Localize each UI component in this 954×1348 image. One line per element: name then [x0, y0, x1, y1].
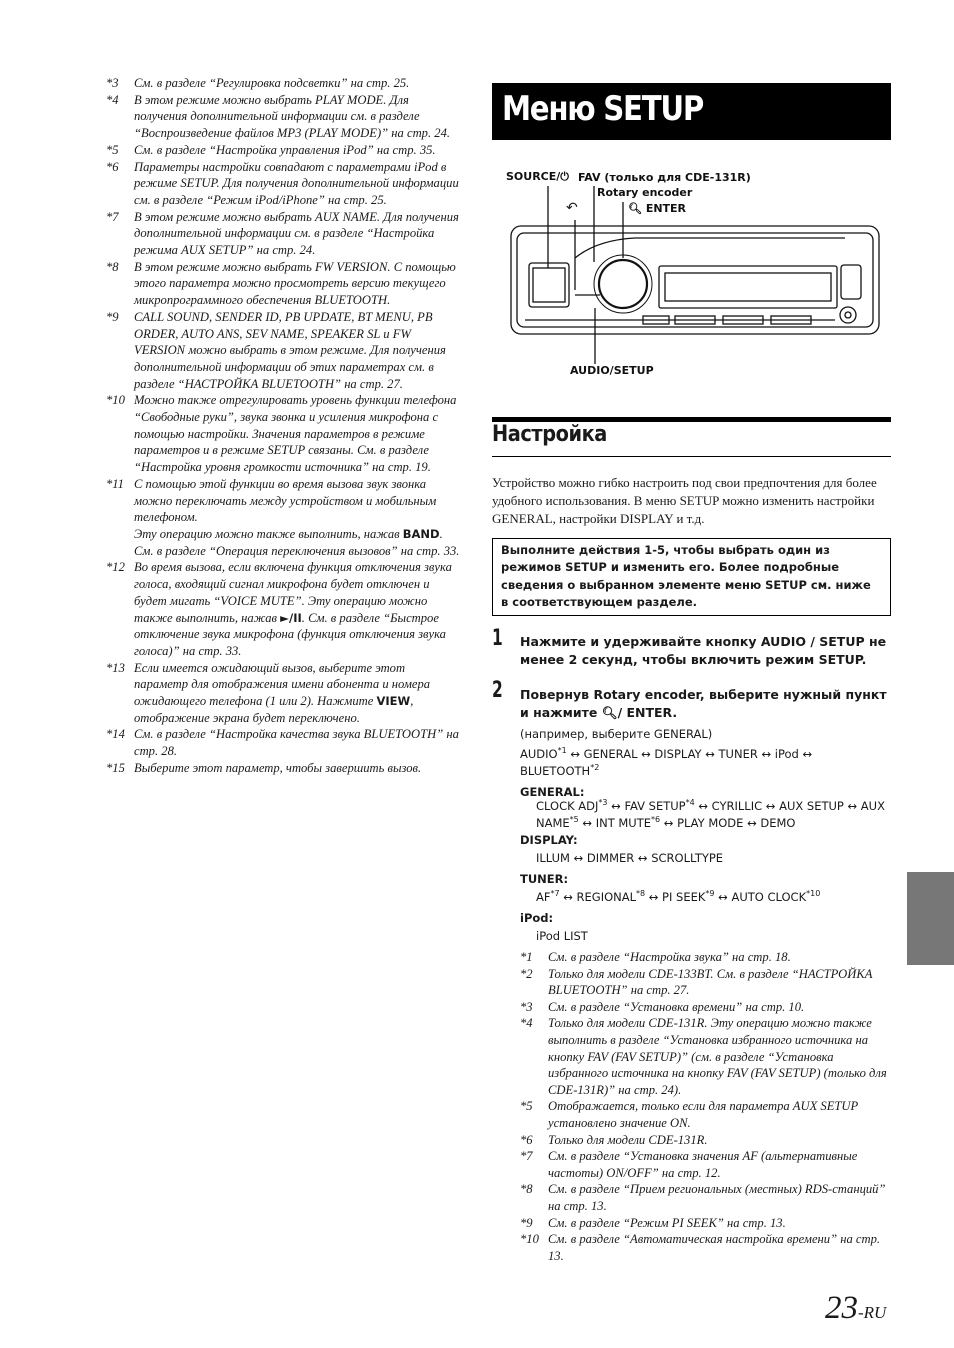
- display-label: DISPLAY:: [520, 833, 578, 847]
- note: *11 С помощью этой функции во время вызова звук звонка можно переключать между устройством и мобильным телефоном. Эту операцию можно также выполнить, нажав BAND. См. в разделе “Операция переключения вызовов” на стр. 33.: [106, 476, 460, 558]
- power-icon: ⏻: [560, 170, 569, 183]
- note: *6 Параметры настройки совпадают с параметрами iPod в режиме SETUP. Для получения дополнительной информации см. в разделе “Режим iPod/iPhone” на стр. 25.: [106, 159, 459, 207]
- note: *9 CALL SOUND, SENDER ID, PB UPDATE, BT MENU, PB ORDER, AUTO ANS, SEV NAME, SPEAKER SL и FW VERSION можно выбрать в этом режиме. Для получения дополнительной информации об этих параметрах см. в разделе “НАСТРОЙКА BLUETOOTH” на стр. 27.: [106, 309, 446, 391]
- step-1-text: Нажмите и удерживайте кнопку AUDIO / SETUP не менее 2 секунд, чтобы включить режим SETUP.: [520, 634, 887, 667]
- ipod-label: iPod:: [520, 911, 554, 925]
- note: *10 Можно также отрегулировать уровень функции телефона “Свободные руки”, звука звонка и усиления микрофона с помощью настройки. Значения параметров в режиме параметров и в режиме SETUP связаны. См. в разделе “Настройка уровня громкости источника” на стр. 19.: [106, 393, 457, 475]
- page-title: Меню SETUP: [502, 89, 703, 129]
- step-1-number: 1: [492, 626, 503, 651]
- note: *12 Во время вызова, если включена функция отключения звука голоса, входящий сигнал микрофона будет отключен и будет мигать “VOICE MUTE”. Эту операцию можно также выполнить, нажав ►/II. См. в разделе “Быстрое отключение звука микрофона (функция отключения звука голоса)” на стр. 33.: [106, 560, 452, 658]
- search-icon: 🔍︎: [601, 705, 618, 720]
- note: *8 В этом режиме можно выбрать FW VERSION. С помощью этого параметра можно просмотреть версию текущего микропрограммного обеспечения BLUETOOTH.: [106, 259, 456, 308]
- ipod-items: iPod LIST: [536, 929, 588, 943]
- note: *6 Только для модели CDE-131R.: [520, 1132, 708, 1147]
- example-text: (например, выберите GENERAL): [520, 727, 713, 741]
- rotary-encoder: [599, 260, 647, 308]
- menu-chain: AUDIO$^{*1}$ ↔ GENERAL ↔ DISPLAY ↔ TUNER ↔ iPod ↔ BLUETOOTH$^{*2}$: [520, 746, 813, 778]
- back-icon: ↶: [566, 201, 578, 216]
- step-2-text: Повернув Rotary encoder, выберите нужный пункт и нажмите 🔍︎/ ENTER.: [520, 687, 887, 720]
- note: *4 В этом режиме можно выбрать PLAY MODE. Для получения дополнительной информации см. в разделе “Воспроизведение файлов MP3 (PLAY MODE)” на стр. 24.: [106, 92, 451, 141]
- head-unit-diagram: [505, 180, 885, 370]
- rotary-encoder-label: Rotary encoder: [597, 186, 693, 199]
- general-items: CLOCK ADJ$^{*3}$ ↔ FAV SETUP$^{*4}$ ↔ CYRILLIC ↔ AUX SETUP ↔ AUX NAME$^{*5}$ ↔ INT MUTE$^{*6}$ ↔ PLAY MODE ↔ DEMO: [536, 798, 885, 830]
- display-window: [665, 273, 831, 301]
- display-items: ILLUM ↔ DIMMER ↔ SCROLLTYPE: [536, 851, 724, 865]
- left-footnotes: [106, 75, 462, 777]
- note: *15 Выберите этот параметр, чтобы завершить вызов.: [106, 760, 422, 775]
- source-label: SOURCE/⏻: [506, 170, 569, 183]
- instruction-box: [492, 538, 891, 616]
- unit-outer: [511, 226, 879, 334]
- note: *1 См. в разделе “Настройка звука” на стр. 18.: [520, 950, 791, 964]
- note: *3 См. в разделе “Регулировка подсветки” на стр. 25.: [106, 76, 410, 90]
- section-title: Настройка: [492, 422, 607, 447]
- note: *5 См. в разделе “Настройка управления iPod” на стр. 35.: [106, 142, 436, 157]
- enter-label: 🔍︎ ENTER: [628, 202, 687, 215]
- unit-inner: [517, 233, 873, 327]
- source-button: [533, 268, 565, 302]
- note: *2 Только для модели CDE-133BT. См. в разделе “НАСТРОЙКА BLUETOOTH” на стр. 27.: [520, 966, 873, 998]
- section-underline: [492, 456, 891, 457]
- note: *4 Только для модели CDE-131R. Эту операцию можно также выполнить в разделе “Установка избранного источника на кнопку FAV (FAV SETUP)” (см. в разделе “Установка избранного источника на кнопку FAV (FAV SETUP) (только для CDE-131R)” на стр. 24).: [520, 1016, 887, 1097]
- play-pause-key: ►/II: [280, 610, 302, 625]
- right-footnotes: [520, 949, 890, 1264]
- note: *3 См. в разделе “Установка времени” на стр. 10.: [520, 999, 805, 1014]
- instruction-text: Выполните действия 1-5, чтобы выбрать один из режимов SETUP и изменить его. Более подробные сведения о выбранном элементе меню SETUP см. ниже в соответствующем разделе.: [501, 543, 871, 609]
- audio-setup-label: AUDIO/SETUP: [570, 364, 654, 377]
- view-key: VIEW: [376, 694, 411, 709]
- band-key: BAND: [402, 526, 440, 541]
- tuner-label: TUNER:: [520, 872, 569, 886]
- search-icon: 🔍︎: [628, 202, 642, 215]
- note: *9 См. в разделе “Режим PI SEEK” на стр. 13.: [520, 1215, 786, 1230]
- note: *7 См. в разделе “Установка значения AF (альтернативные частоты) ON/OFF” на стр. 12.: [520, 1149, 858, 1180]
- tuner-items: AF$^{*7}$ ↔ REGIONAL$^{*8}$ ↔ PI SEEK$^{*9}$ ↔ AUTO CLOCK$^{*10}$: [536, 889, 821, 904]
- note: *10 См. в разделе “Автоматическая настройка времени” на стр. 13.: [520, 1232, 881, 1263]
- step-2-number: 2: [492, 678, 503, 703]
- aux-jack: [840, 307, 856, 323]
- note: *5 Отображается, только если для параметра AUX SETUP установлено значение ON.: [520, 1099, 858, 1130]
- note: *14 См. в разделе “Настройка качества звука BLUETOOTH” на стр. 28.: [106, 727, 459, 759]
- page-title-bar: [492, 83, 891, 140]
- usb-slot: [841, 265, 861, 299]
- faceplate-curve: [575, 238, 845, 258]
- intro-paragraph: Устройство можно гибко настроить под свои предпочтения для более удобного использования. В меню SETUP можно изменить настройки GENERAL, настройки DISPLAY и т.д.: [492, 475, 877, 526]
- page-number: 23-RU: [825, 1290, 887, 1326]
- general-label: GENERAL:: [520, 785, 585, 799]
- note: *13 Если имеется ожидающий вызов, выберите этот параметр для отображения имени абонента и номера ожидающего телефона (1 или 2). Нажмите VIEW, отображение экрана будет переключено.: [106, 660, 431, 725]
- fav-label: FAV (только для CDE-131R): [578, 171, 751, 184]
- note: *8 См. в разделе “Прием региональных (местных) RDS-станций” на стр. 13.: [520, 1182, 886, 1213]
- side-thumb-tab: [907, 872, 954, 965]
- note: *7 В этом режиме можно выбрать AUX NAME. Для получения дополнительной информации см. в разделе “Настройка режима AUX SETUP” на стр. 24.: [106, 209, 459, 258]
